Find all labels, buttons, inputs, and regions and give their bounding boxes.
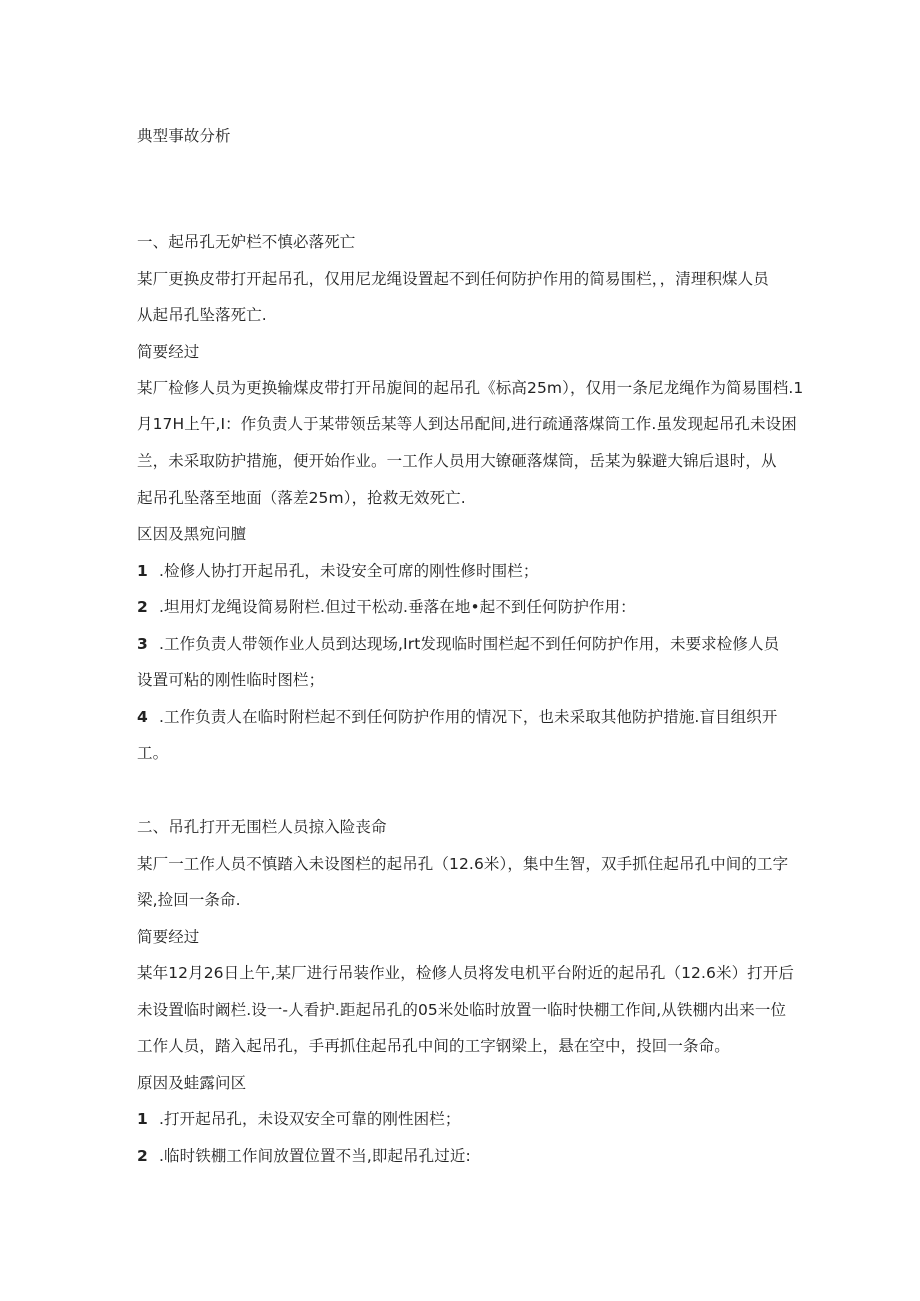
case2-process-line-2: 未设置临时阚栏.设一-人看护.距起吊孔的05米处临时放置一临时快棚工作间,从铁棚内出来一位 (137, 1001, 787, 1019)
case1-process-line-3: 兰，未采取防护措施，便开始作业。一工作人员用大镣砸落煤筒，岳某为躲避大锦后退时，从 (137, 452, 777, 470)
case1-cause-3 (137, 634, 779, 654)
cause-text: .坦用灯龙绳设简易附栏.但过干松动.垂落在地•起不到任何防护作用： (159, 598, 636, 616)
case1-cause-1 (137, 561, 538, 581)
case1-summary-line-1: 某厂更换皮带打开起吊孔，仅用尼龙绳设置起不到任何防护作用的简易围栏，，清理积煤人员 (137, 270, 769, 288)
case2-process-line-3: 工作人员，踏入起吊孔，手再抓住起吊孔中间的工字钢梁上，悬在空中，投回一条命。 (137, 1037, 730, 1055)
case1-process-line-1: 某厂检修人员为更换输煤皮带打开吊旎间的起吊孔《标高25m），仅用一条尼龙绳作为简易围档.1 (137, 379, 804, 397)
document-title: 典型事故分析 (137, 127, 231, 145)
case2-summary-line-1: 某厂一工作人员不慎踏入未设图栏的起吊孔（12.6米），集中生智，双手抓住起吊孔中间的工字 (137, 855, 789, 873)
case1-summary-line-2: 从起吊孔坠落死亡. (137, 306, 267, 324)
case1-cause-3-continued: 设置可粘的刚性临时图栏； (137, 671, 325, 689)
case1-process-line-4: 起吊孔坠落至地面（落差25m），抢救无效死亡. (137, 489, 466, 507)
case2-process-label: 简要经过 (137, 928, 200, 946)
case2-cause-1 (137, 1109, 460, 1129)
case2-process-line-1: 某年12月26日上午,某厂进行吊装作业，检修人员将发电机平台附近的起吊孔（12.6米）打开后 (137, 964, 794, 982)
cause-number: 1 (137, 562, 148, 580)
case1-heading: 一、起吊孔无妒栏不慎必落死亡 (137, 233, 356, 251)
cause-number: 2 (137, 598, 148, 616)
cause-number: 3 (137, 635, 148, 653)
case1-cause-4 (137, 707, 777, 727)
cause-number: 2 (137, 1147, 148, 1165)
cause-text: .检修人协打开起吊孔，未设安全可席的刚性修时围栏； (159, 562, 539, 580)
case2-summary-line-2: 梁,捡回一条命. (137, 891, 241, 909)
cause-text: .工作负责人在临时附栏起不到任何防护作用的情况下，也未采取其他防护措施.盲目组织开 (159, 708, 778, 726)
cause-text: .工作负责人带领作业人员到达现场,Irt发现临时围栏起不到任何防护作用，未要求检修人员 (159, 635, 780, 653)
cause-number: 1 (137, 1110, 148, 1128)
case1-cause-4-continued: 工。 (137, 744, 169, 762)
case2-heading: 二、吊孔打开无围栏人员掠入险丧命 (137, 818, 387, 836)
case1-cause-2 (137, 597, 636, 617)
case2-cause-2 (137, 1146, 471, 1166)
case1-causes-label: 区因及黑宛问膻 (137, 525, 247, 543)
cause-number: 4 (137, 708, 148, 726)
case1-process-line-2: 月17H上午,I：作负责人于某带领岳某等人到达吊配间,进行疏通落煤筒工作.虽发现起吊孔未设困 (137, 415, 797, 433)
case1-process-label: 简要经过 (137, 343, 200, 361)
cause-text: .临时铁棚工作间放置位置不当,即起吊孔过近: (159, 1147, 471, 1165)
case2-causes-label: 原因及蛙露问区 (137, 1074, 247, 1092)
cause-text: .打开起吊孔，未设双安全可靠的刚性困栏； (159, 1110, 461, 1128)
